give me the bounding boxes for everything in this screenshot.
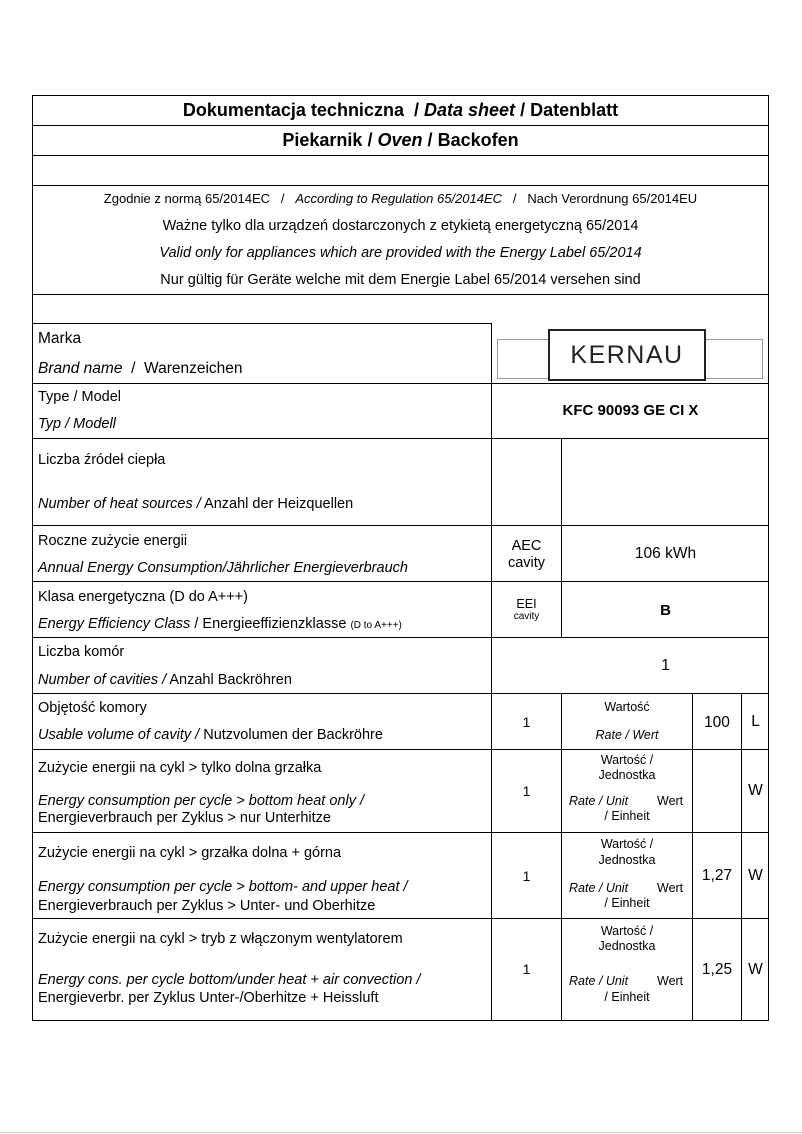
- eei-value: B: [660, 602, 671, 619]
- fan-value: 1,25: [701, 961, 733, 978]
- eei-symbol: EEI: [516, 597, 537, 611]
- model-label-pl: Type / Model: [38, 389, 122, 405]
- both-cavity: 1: [522, 868, 531, 884]
- heat-sources-label-pl: Liczba źródeł ciepła: [38, 452, 166, 468]
- fan-cavity: 1: [522, 961, 531, 977]
- volume-label-pl: Objętość komory: [38, 700, 147, 716]
- bottom-cavity: 1: [522, 783, 531, 799]
- both-label-en: Energy consumption per cycle > bottom- and upper heat /: [38, 879, 408, 895]
- title-en: Data sheet: [424, 100, 516, 120]
- volume-label: Usable volume of cavity / Nutzvolumen der Backröhre: [38, 727, 383, 743]
- volume-value: 100: [704, 714, 730, 731]
- fan-label-de: Energieverbr. per Zyklus Unter-/Oberhitze + Heissluft: [38, 990, 379, 1006]
- volume-rate-pl: Wartość: [604, 700, 650, 714]
- page-edge: [0, 1132, 802, 1133]
- kernau-logo: [548, 329, 706, 381]
- title-de: Datenblatt: [530, 100, 619, 120]
- fan-label-en: Energy cons. per cycle bottom/under heat + air convection /: [38, 972, 421, 988]
- eei-label: Energy Efficiency Class / Energieeffizienzklasse (D to A+++): [38, 616, 402, 632]
- volume-rate-en: Rate / Wert: [595, 728, 659, 742]
- cavities-label: Number of cavities / Anzahl Backröhren: [38, 672, 292, 688]
- both-unit: W: [748, 867, 763, 884]
- volume-cavity: 1: [522, 714, 531, 730]
- bottom-label-pl: Zużycie energii na cykl > tylko dolna grzałka: [38, 760, 322, 776]
- brand-label-pl: Marka: [38, 330, 82, 347]
- model-value: KFC 90093 GE CI X: [562, 402, 699, 419]
- page-title: Dokumentacja techniczna / Data sheet / Datenblatt: [182, 100, 619, 120]
- model-label-de: Typ / Modell: [38, 416, 116, 432]
- regulation-line: Zgodnie z normą 65/2014EC / According to Regulation 65/2014EC / Nach Verordnung 65/2014EU: [103, 191, 698, 206]
- fan-label-pl: Zużycie energii na cykl > tryb z włączonym wentylatorem: [38, 931, 403, 947]
- aec-label-en: Annual Energy Consumption/Jährlicher Energieverbrauch: [38, 560, 408, 576]
- eei-symbol-sub: cavity: [513, 611, 540, 622]
- valid-pl: Ważne tylko dla urządzeń dostarczonych z etykietą energetyczną 65/2014: [162, 218, 639, 234]
- valid-en: Valid only for appliances which are provided with the Energy Label 65/2014: [159, 245, 642, 261]
- eei-label-pl: Klasa energetyczna (D do A+++): [38, 589, 248, 605]
- bottom-label-de: Energieverbrauch per Zyklus > nur Unterhitze: [38, 810, 331, 826]
- fan-unit: W: [748, 961, 763, 978]
- title-pl: Dokumentacja techniczna: [182, 100, 404, 120]
- both-label-pl: Zużycie energii na cykl > grzałka dolna + górna: [38, 845, 342, 861]
- valid-de: Nur gültig für Geräte welche mit dem Energie Label 65/2014 versehen sind: [160, 272, 641, 288]
- logo-text: KERNAU: [570, 341, 684, 369]
- cavities-value: 1: [661, 657, 670, 674]
- bottom-unit: W: [748, 782, 763, 799]
- cavities-label-pl: Liczba komór: [38, 644, 125, 660]
- aec-label-pl: Roczne zużycie energii: [38, 533, 188, 549]
- brand-label: Brand name / Warenzeichen: [38, 360, 243, 377]
- aec-symbol-sub: cavity: [507, 555, 546, 571]
- both-label-de: Energieverbrauch per Zyklus > Unter- und Oberhitze: [38, 898, 376, 914]
- aec-symbol: AEC: [511, 538, 542, 554]
- both-value: 1,27: [701, 867, 733, 884]
- aec-value: 106 kWh: [634, 545, 697, 562]
- page-subtitle: Piekarnik / Oven / Backofen: [282, 130, 519, 150]
- heat-sources-label: Number of heat sources / Anzahl der Heizquellen: [38, 496, 354, 512]
- volume-unit: L: [751, 713, 760, 730]
- bottom-label-en: Energy consumption per cycle > bottom heat only /: [38, 793, 365, 809]
